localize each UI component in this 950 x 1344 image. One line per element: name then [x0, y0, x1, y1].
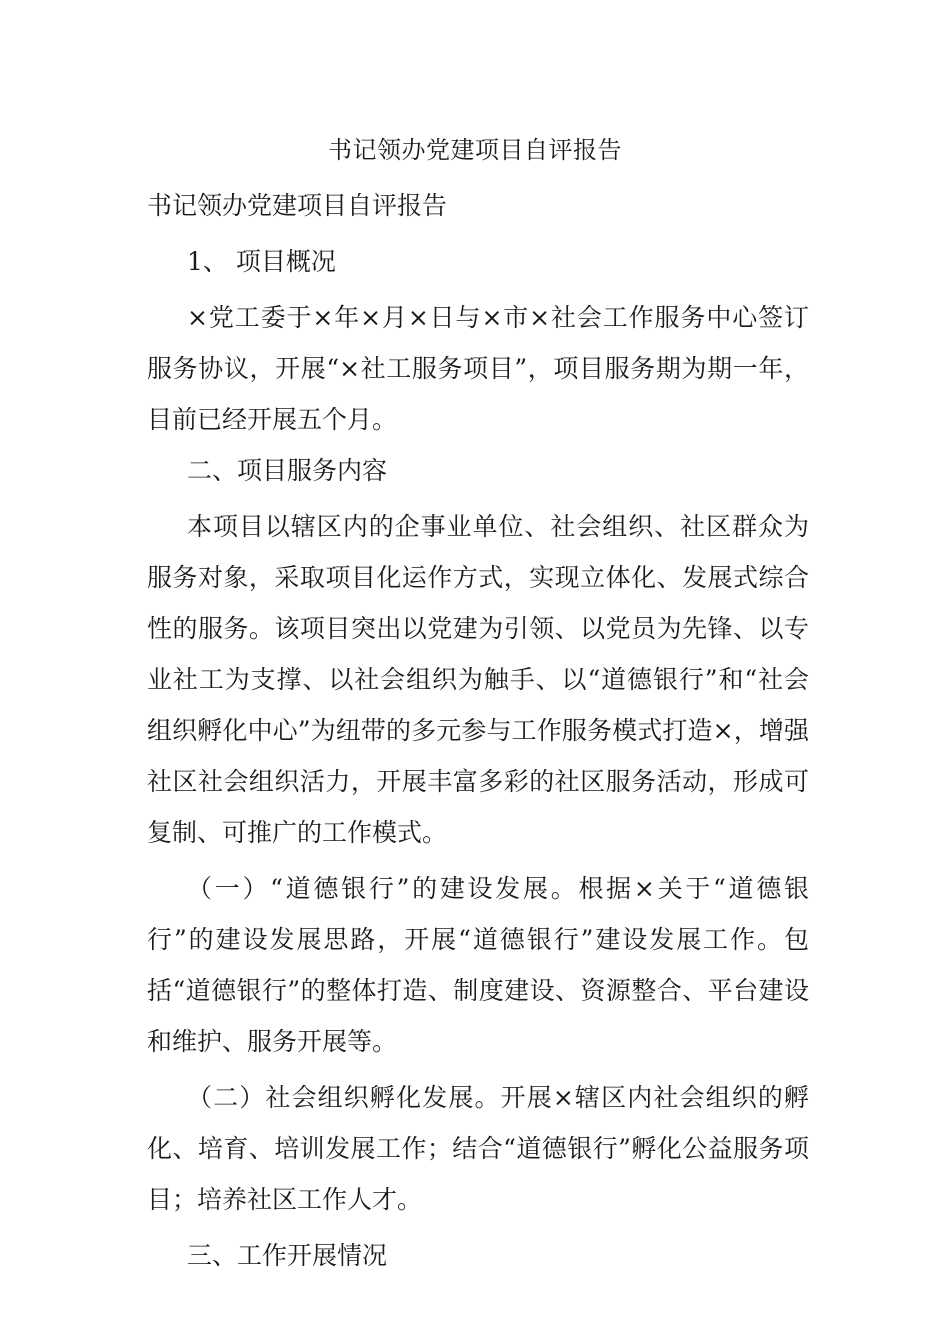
document-subtitle: 书记领办党建项目自评报告 — [147, 191, 448, 220]
document-title: 书记领办党建项目自评报告 — [328, 136, 622, 164]
paragraph-moral-bank: （一）“道德银行”的建设发展。根据×关于“道德银行”的建设发展思路，开展“道德银行”建设发展工作。包括“道德银行”的整体打造、制度建设、资源整合、平台建设和维护、服务开展等。 — [147, 874, 809, 1056]
paragraph-incubation: （二）社会组织孵化发展。开展×辖区内社会组织的孵化、培育、培训发展工作；结合“道德银行”孵化公益服务项目；培养社区工作人才。 — [147, 1083, 809, 1214]
paragraph-overview: ×党工委于×年×月×日与×市×社会工作服务中心签订服务协议，开展“×社工服务项目”，项目服务期为期一年，目前已经开展五个月。 — [147, 303, 809, 434]
section-heading-work-progress: 三、工作开展情况 — [187, 1241, 388, 1270]
document-body — [147, 180, 809, 1281]
section-heading-service-content: 二、项目服务内容 — [187, 456, 388, 485]
paragraph-service-content: 本项目以辖区内的企事业单位、社会组织、社区群众为服务对象，采取项目化运作方式，实现立体化、发展式综合性的服务。该项目突出以党建为引领、以党员为先锋、以专业社工为支撑、以社会组织为触手、以“道德银行”和“社会组织孵化中心”为纽带的多元参与工作服务模式打造×，增强社区社会组织活力，开展丰富多彩的社区服务活动，形成可复制、可推广的工作模式。 — [147, 512, 809, 847]
section-heading-overview: 1、 项目概况 — [187, 247, 336, 276]
